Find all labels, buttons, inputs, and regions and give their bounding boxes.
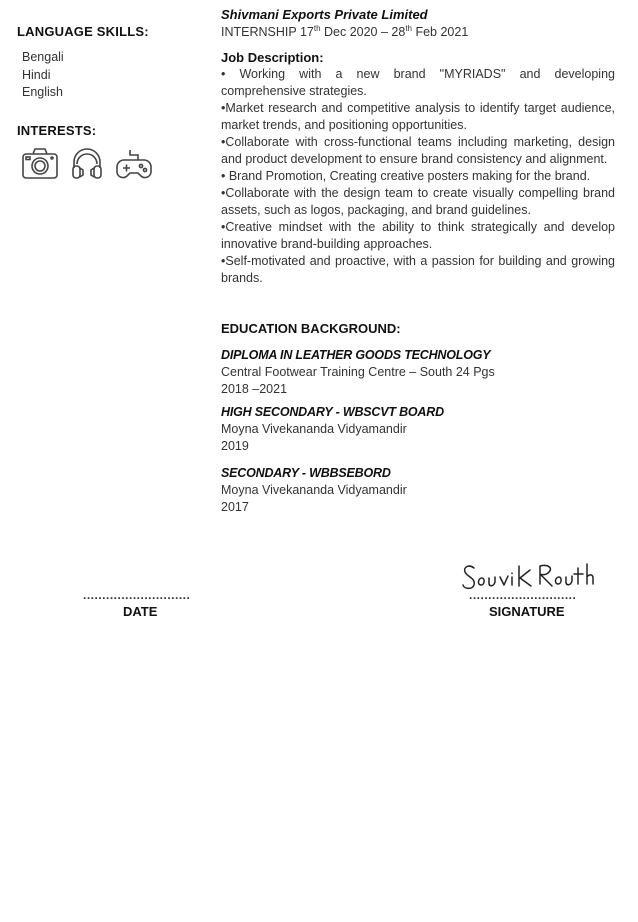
date-label: DATE xyxy=(123,604,158,619)
education-year: 2018 –2021 xyxy=(221,382,288,396)
degree-title: SECONDARY - WBBSEBORD xyxy=(221,466,391,480)
school-name: Central Footwear Training Centre – South 24 Pgs xyxy=(221,365,495,379)
interests-heading: INTERESTS: xyxy=(17,123,97,138)
list-item: •Market research and competitive analysis to identify target audience, market trends, and positioning opportunities. xyxy=(221,101,615,132)
gamepad-icon xyxy=(115,146,153,189)
job-description-heading: Job Description: xyxy=(221,50,324,65)
education-year: 2019 xyxy=(221,439,249,453)
signature-dotted-line: ............................ xyxy=(469,588,577,602)
job-description-list xyxy=(221,66,615,287)
school-name: Moyna Vivekananda Vidyamandir xyxy=(221,483,407,497)
interest-icons xyxy=(21,146,153,189)
language-item: Bengali xyxy=(22,50,64,64)
list-item: •Self-motivated and proactive, with a passion for building and growing brands. xyxy=(221,254,615,285)
list-item: • Working with a new brand "MYRIADS" and developing comprehensive strategies. xyxy=(221,67,615,98)
education-entry xyxy=(221,465,407,516)
school-name: Moyna Vivekananda Vidyamandir xyxy=(221,422,407,436)
education-year: 2017 xyxy=(221,500,249,514)
language-item: English xyxy=(22,85,63,99)
language-item: Hindi xyxy=(22,67,51,82)
education-heading: EDUCATION BACKGROUND: xyxy=(221,321,401,336)
list-item: • Brand Promotion, Creating creative posters making for the brand. xyxy=(221,169,591,183)
date-dotted-line: ............................ xyxy=(83,588,191,602)
list-item: •Creative mindset with the ability to think strategically and develop innovative brand-building approaches. xyxy=(221,220,615,251)
education-entry xyxy=(221,347,495,398)
degree-title: DIPLOMA IN LEATHER GOODS TECHNOLOGY xyxy=(221,348,491,362)
degree-title: HIGH SECONDARY - WBSCVT BOARD xyxy=(221,405,444,419)
language-skills-heading: LANGUAGE SKILLS: xyxy=(17,24,149,39)
list-item: •Collaborate with cross-functional teams including marketing, design and product development to ensure brand consistency and alignment. xyxy=(221,135,615,166)
list-item: •Collaborate with the design team to create visually compelling brand assets, such as logos, packaging, and brand guidelines. xyxy=(221,186,615,217)
headphones-icon xyxy=(71,146,103,189)
camera-icon xyxy=(21,146,59,189)
company-name: Shivmani Exports Private Limited xyxy=(221,7,428,22)
internship-dates: INTERNSHIP 17th Dec 2020 – 28th Feb 2021 xyxy=(221,24,469,40)
language-list xyxy=(22,49,64,102)
signature-label: SIGNATURE xyxy=(489,604,565,619)
education-entry xyxy=(221,404,444,455)
